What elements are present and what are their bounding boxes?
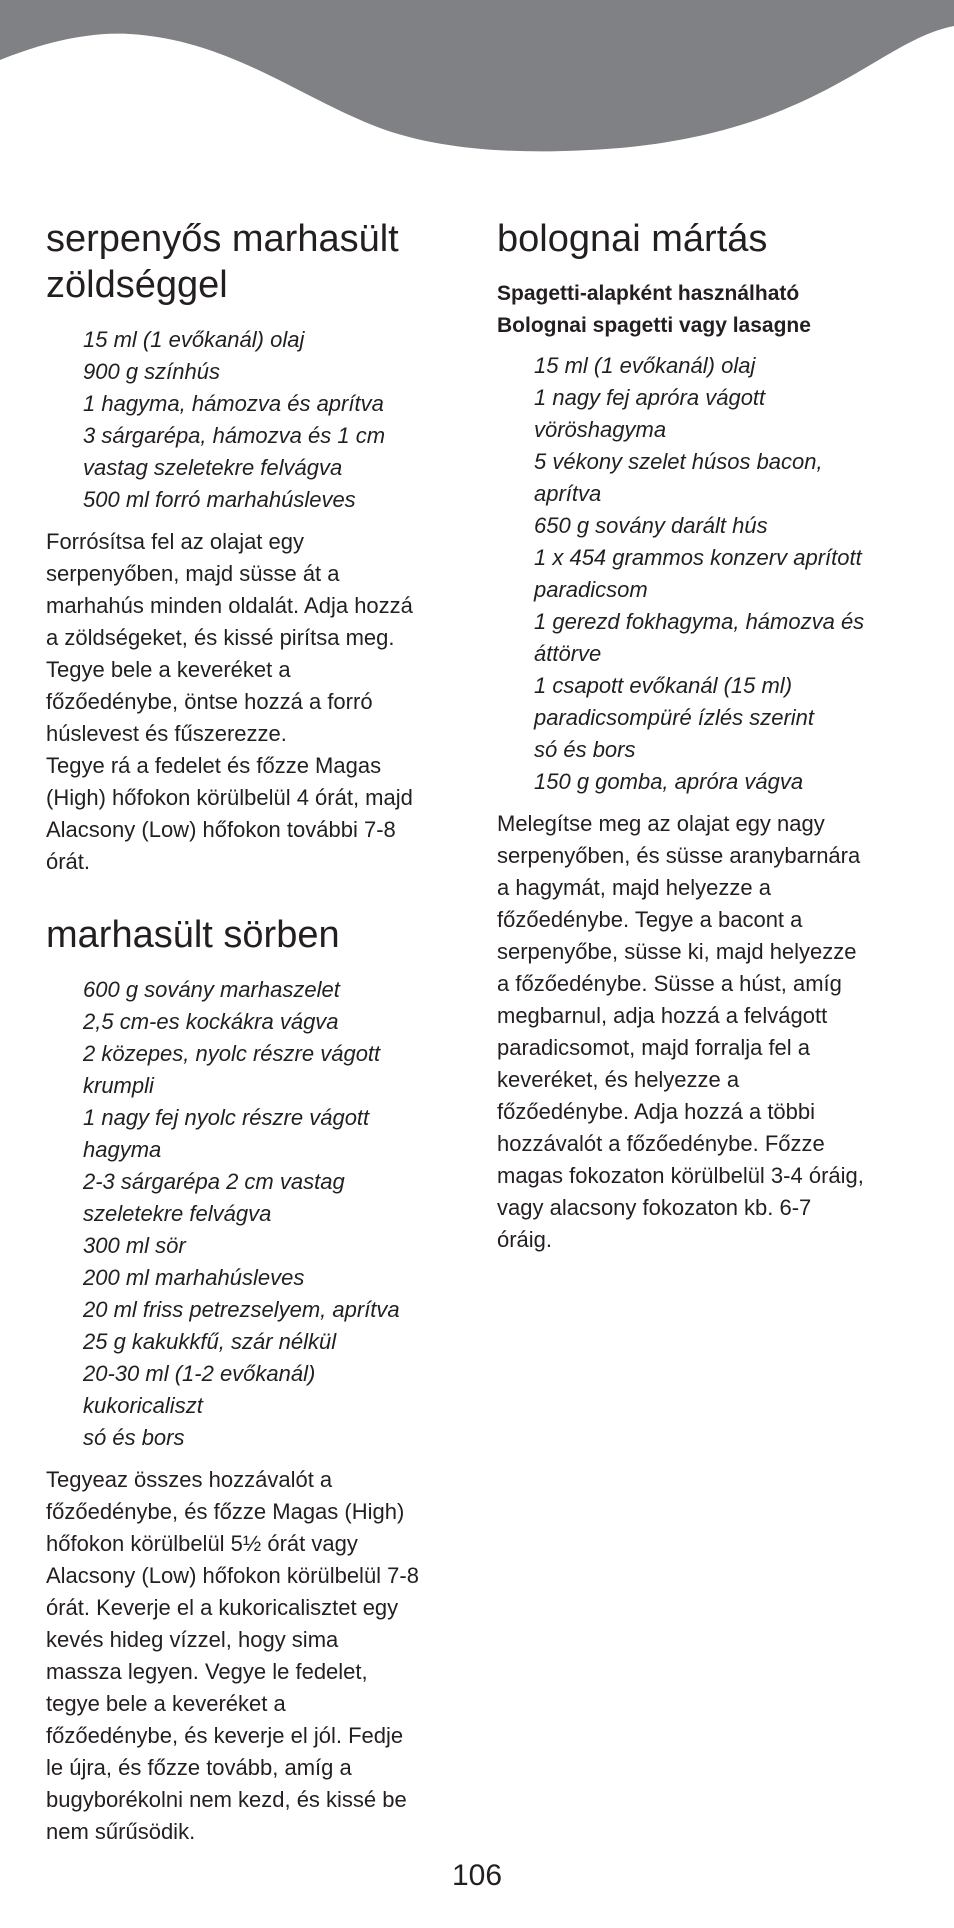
ingredient-line: kukoricaliszt xyxy=(83,1393,203,1418)
recipe-pan-roast-beef xyxy=(46,216,466,878)
body-line: kevés hideg vízzel, hogy sima xyxy=(46,1627,339,1652)
ingredient-line: 900 g színhús xyxy=(83,359,220,384)
instructions xyxy=(46,1464,466,1848)
page-number: 106 xyxy=(451,1859,503,1892)
ingredient-list xyxy=(46,974,466,1454)
body-line: keveréket, és helyezze a xyxy=(497,1067,740,1092)
ingredient-line: 650 g sovány darált hús xyxy=(534,513,768,538)
ingredient-line: 500 ml forró marhahúsleves xyxy=(83,487,356,512)
body-line: serpenyőben, majd süsse át a xyxy=(46,561,340,586)
body-line: paradicsomot, majd forralja fel a xyxy=(497,1035,811,1060)
subtitle-line: Bolognai spagetti vagy lasagne xyxy=(497,314,811,337)
body-line: le újra, és főzze tovább, amíg a xyxy=(46,1755,352,1780)
ingredient-line: 1 gerezd fokhagyma, hámozva és xyxy=(534,609,865,634)
body-line: tegye bele a keveréket a xyxy=(46,1691,286,1716)
ingredient-line: 2,5 cm-es kockákra vágva xyxy=(83,1009,339,1034)
ingredient-line: 1 csapott evőkanál (15 ml) xyxy=(534,673,793,698)
body-line: főzőedénybe, öntse hozzá a forró xyxy=(46,689,373,714)
ingredient-line: só és bors xyxy=(83,1425,185,1450)
ingredient-line: 150 g gomba, apróra vágva xyxy=(534,769,804,794)
ingredient-line: 3 sárgarépa, hámozva és 1 cm xyxy=(83,423,386,448)
ingredient-line: 20 ml friss petrezselyem, aprítva xyxy=(83,1297,400,1322)
ingredient-line: 1 hagyma, hámozva és aprítva xyxy=(83,391,384,416)
body-line: magas fokozaton körülbelül 3-4 óráig, xyxy=(497,1163,864,1188)
body-line: főzőedénybe. Adja hozzá a többi xyxy=(497,1099,816,1124)
recipe-bolognese-sauce xyxy=(497,216,917,1256)
ingredient-line: hagyma xyxy=(83,1137,162,1162)
recipe-beef-in-beer xyxy=(46,912,466,1848)
body-line: Tegye bele a keveréket a xyxy=(46,657,291,682)
body-line: főzőedénybe, és keverje el jól. Fedje xyxy=(46,1723,404,1748)
ingredient-line: 200 ml marhahúsleves xyxy=(83,1265,305,1290)
instructions xyxy=(46,526,466,878)
body-line: főzőedénybe. Tegye a bacont a xyxy=(497,907,803,932)
header-wave-decoration xyxy=(0,0,954,160)
ingredient-line: krumpli xyxy=(83,1073,154,1098)
body-line: Alacsony (Low) hőfokon körülbelül 7-8 xyxy=(46,1563,419,1588)
ingredient-line: 15 ml (1 evőkanál) olaj xyxy=(83,327,305,352)
ingredient-line: paradicsompüré ízlés szerint xyxy=(534,705,815,730)
left-column xyxy=(46,216,466,1848)
body-line: Forrósítsa fel az olajat egy xyxy=(46,529,305,554)
recipe-subtitle xyxy=(497,278,917,342)
body-line: massza legyen. Vegye le fedelet, xyxy=(46,1659,368,1684)
body-line: a zöldségeket, és kissé pirítsa meg. xyxy=(46,625,395,650)
ingredient-line: 600 g sovány marhaszelet xyxy=(83,977,340,1002)
body-line: óráig. xyxy=(497,1227,553,1252)
ingredient-line: 25 g kakukkfű, szár nélkül xyxy=(83,1329,337,1354)
body-line: hőfokon körülbelül 5½ órát vagy xyxy=(46,1531,358,1556)
title-line: zöldséggel xyxy=(46,264,228,306)
body-line: bugyborékolni nem kezd, és kissé be xyxy=(46,1787,407,1812)
ingredient-line: vöröshagyma xyxy=(534,417,667,442)
ingredient-line: paradicsom xyxy=(534,577,648,602)
body-line: Tegyeaz összes hozzávalót a xyxy=(46,1467,333,1492)
title-line: serpenyős marhasült xyxy=(46,218,399,260)
body-line: vagy alacsony fokozaton kb. 6-7 xyxy=(497,1195,812,1220)
ingredient-line: áttörve xyxy=(534,641,602,666)
ingredient-line: 1 x 454 grammos konzerv aprított xyxy=(534,545,862,570)
body-line: serpenyőben, és süsse aranybarnára xyxy=(497,843,861,868)
body-line: Melegítse meg az olajat egy nagy xyxy=(497,811,825,836)
ingredient-line: 15 ml (1 evőkanál) olaj xyxy=(534,353,756,378)
body-line: nem sűrűsödik. xyxy=(46,1819,196,1844)
ingredient-line: szeletekre felvágva xyxy=(83,1201,272,1226)
body-line: Tegye rá a fedelet és főzze Magas xyxy=(46,753,382,778)
ingredient-line: 300 ml sör xyxy=(83,1233,186,1258)
ingredient-line: 2-3 sárgarépa 2 cm vastag xyxy=(83,1169,345,1194)
body-line: hozzávalót a főzőedénybe. Főzze xyxy=(497,1131,825,1156)
ingredient-line: aprítva xyxy=(534,481,602,506)
body-line: a hagymát, majd helyezze a xyxy=(497,875,771,900)
recipe-title: bolognai mártás xyxy=(497,218,768,260)
ingredient-line: 20-30 ml (1-2 evőkanál) xyxy=(83,1361,316,1386)
right-column xyxy=(497,216,917,1256)
recipe-title xyxy=(46,216,466,308)
subtitle-line: Spagetti-alapként használható xyxy=(497,282,800,305)
ingredient-line: vastag szeletekre felvágva xyxy=(83,455,343,480)
body-line: (High) hőfokon körülbelül 4 órát, majd xyxy=(46,785,413,810)
ingredient-list xyxy=(46,324,466,516)
body-line: serpenyőbe, süsse ki, majd helyezze xyxy=(497,939,857,964)
body-line: marhahús minden oldalát. Adja hozzá xyxy=(46,593,413,618)
ingredient-list xyxy=(497,350,917,798)
ingredient-line: 1 nagy fej nyolc részre vágott xyxy=(83,1105,370,1130)
ingredient-line: só és bors xyxy=(534,737,636,762)
recipe-title: marhasült sörben xyxy=(46,914,340,956)
body-line: órát. xyxy=(46,849,91,874)
ingredient-line: 5 vékony szelet húsos bacon, xyxy=(534,449,823,474)
body-line: megbarnul, adja hozzá a felvágott xyxy=(497,1003,828,1028)
ingredient-line: 2 közepes, nyolc részre vágott xyxy=(83,1041,381,1066)
body-line: húslevest és fűszerezze. xyxy=(46,721,287,746)
ingredient-line: 1 nagy fej apróra vágott xyxy=(534,385,766,410)
body-line: órát. Keverje el a kukoricalisztet egy xyxy=(46,1595,399,1620)
instructions xyxy=(497,808,917,1256)
body-line: főzőedénybe, és főzze Magas (High) xyxy=(46,1499,405,1524)
body-line: a főzőedénybe. Süsse a húst, amíg xyxy=(497,971,842,996)
body-line: Alacsony (Low) hőfokon további 7-8 xyxy=(46,817,396,842)
